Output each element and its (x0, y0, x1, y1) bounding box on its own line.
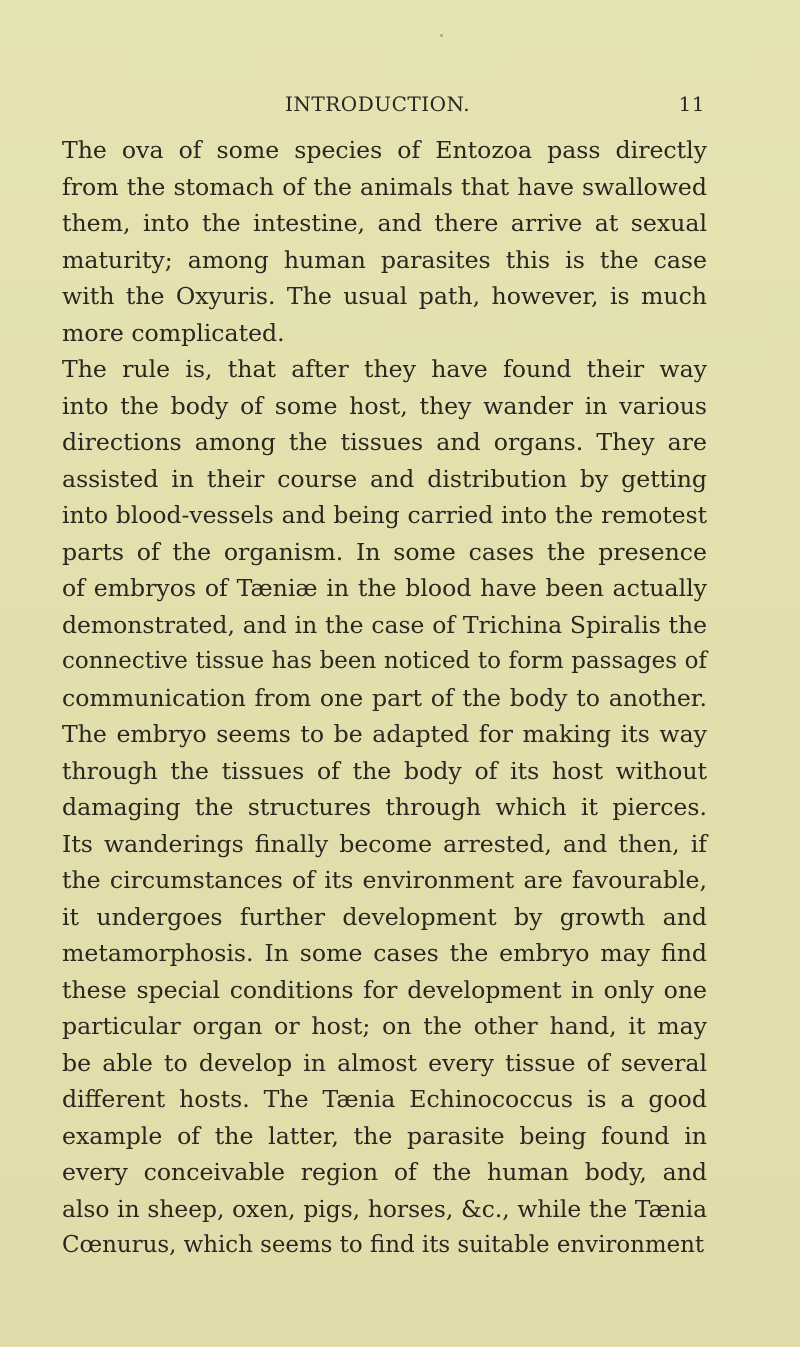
text-line: with the Oxyuris. The usual path, however, is much (62, 282, 707, 310)
text-line: The rule is, that after they have found their way (62, 355, 707, 383)
running-head-title: INTRODUCTION. (285, 92, 471, 116)
text-line: of embryos of Tæniæ in the blood have been actually (62, 574, 707, 602)
text-line: metamorphosis. In some cases the embryo may find (62, 939, 707, 967)
body-text (62, 132, 707, 1264)
running-head (285, 92, 705, 122)
text-line: through the tissues of the body of its host without (62, 756, 707, 785)
text-line: more complicated. (62, 318, 285, 347)
text-line: different hosts. The Tænia Echinococcus is a good (62, 1085, 707, 1113)
text-line: every conceivable region of the human body, and (62, 1158, 707, 1186)
text-line: Cœnurus, which seems to find its suitable environment (62, 1232, 705, 1258)
text-line: communication from one part of the body to another. (62, 683, 707, 712)
text-line: them, into the intestine, and there arrive at sexual (62, 209, 707, 237)
text-line: from the stomach of the animals that have swallowed (62, 172, 707, 201)
text-line: directions among the tissues and organs. They are (62, 428, 707, 456)
text-line: connective tissue has been noticed to form passages of (62, 648, 707, 674)
text-line: into blood-vessels and being carried into the remotest (62, 501, 707, 529)
page-number: 11 (678, 92, 705, 116)
text-line: the circumstances of its environment are favourable, (62, 866, 707, 894)
text-line: damaging the structures through which it pierces. (62, 793, 707, 821)
text-line: The ova of some species of Entozoa pass directly (62, 136, 707, 164)
text-line: it undergoes further development by growth and (62, 902, 707, 931)
text-line: demonstrated, and in the case of Trichina Spiralis the (62, 610, 707, 639)
text-line: example of the latter, the parasite being found in (62, 1121, 707, 1150)
text-line: parts of the organism. In some cases the presence (62, 537, 707, 566)
text-line: particular organ or host; on the other hand, it may (62, 1012, 707, 1040)
text-line: into the body of some host, they wander in various (62, 391, 707, 420)
text-line: also in sheep, oxen, pigs, horses, &c., while the Tænia (62, 1194, 707, 1223)
text-line: assisted in their course and distribution by getting (62, 464, 707, 493)
text-line: Its wanderings finally become arrested, and then, if (62, 829, 707, 858)
text-line: The embryo seems to be adapted for making its way (62, 720, 707, 748)
text-line: maturity; among human parasites this is the case (62, 245, 707, 274)
text-line: be able to develop in almost every tissue of several (62, 1048, 707, 1077)
page-speck (440, 34, 443, 37)
text-line: these special conditions for development in only one (62, 975, 707, 1004)
